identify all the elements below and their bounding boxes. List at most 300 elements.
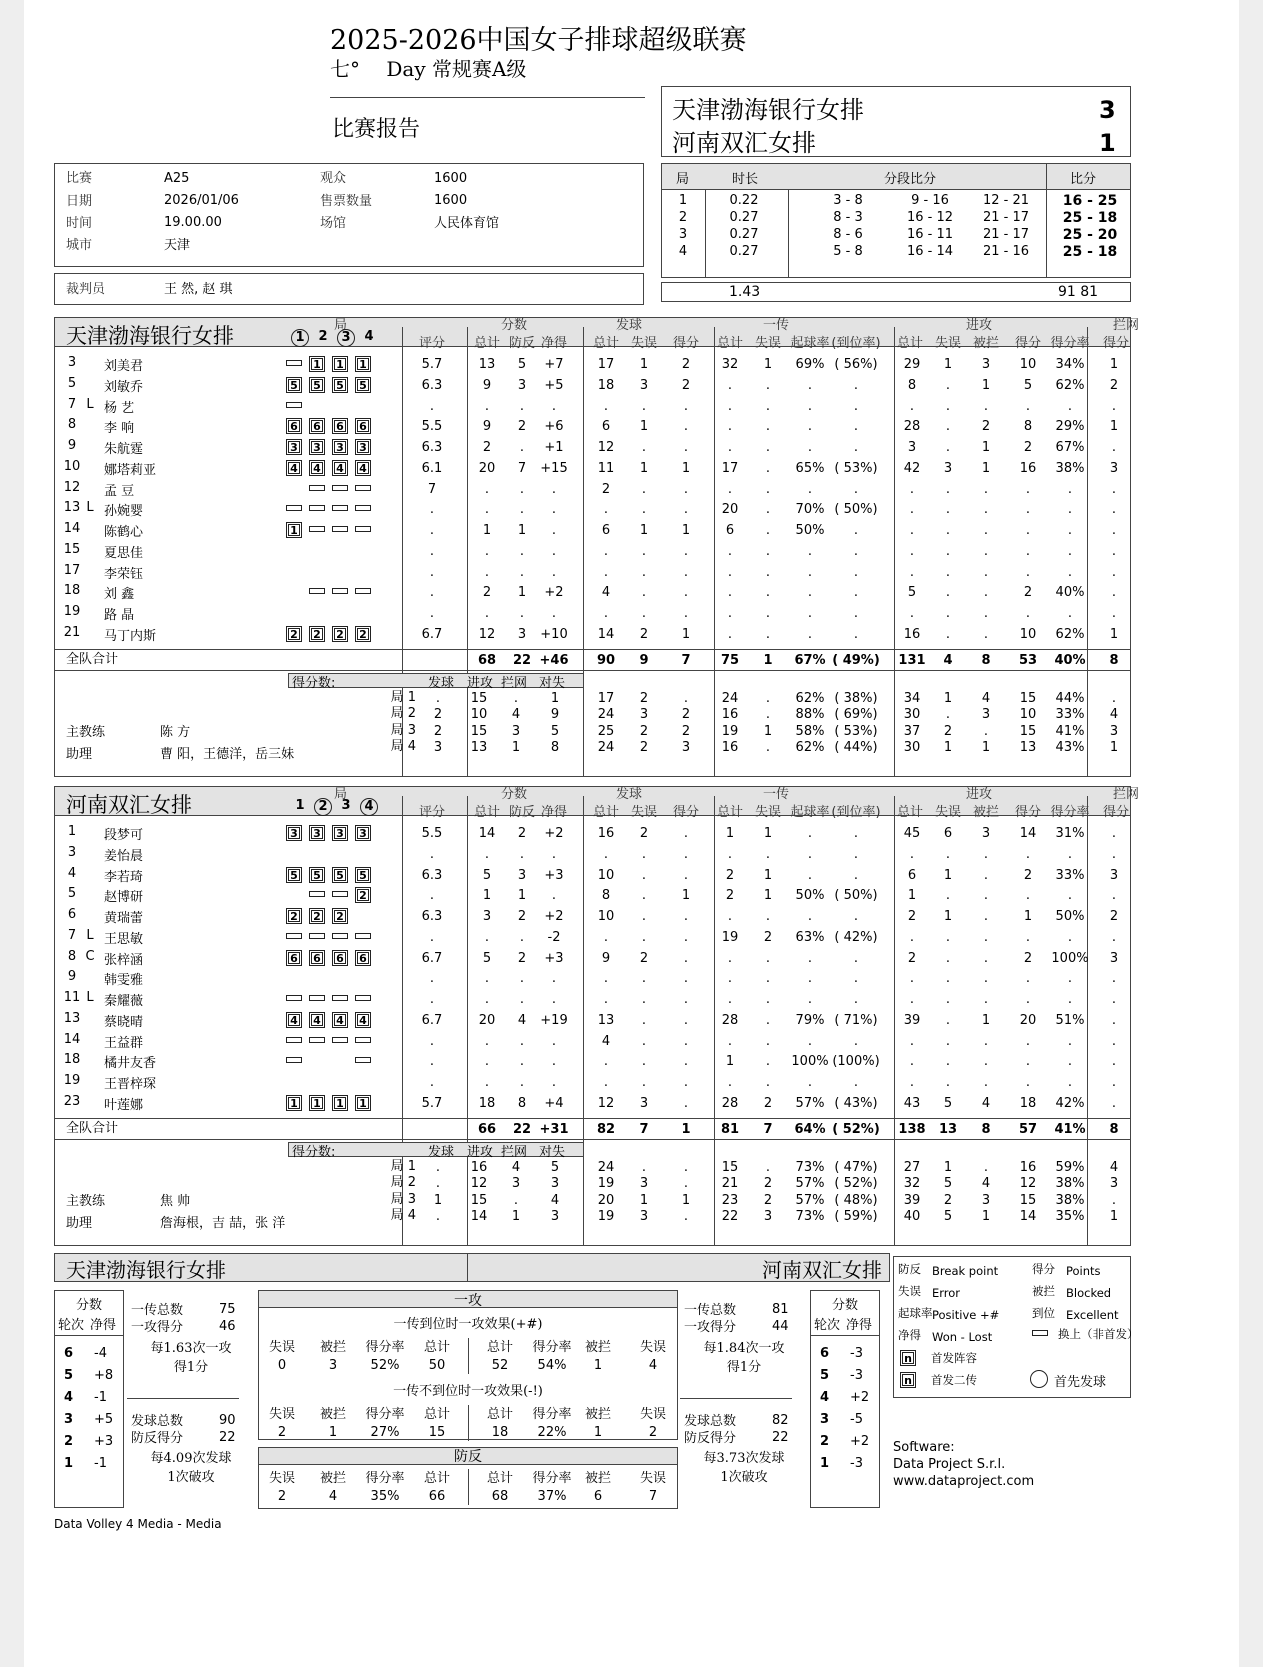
recv-total-label: 一传总数	[684, 1303, 737, 1318]
grid-cell: 54%	[537, 1358, 567, 1373]
grid-divider	[468, 1338, 469, 1374]
rot-num-label: 2	[318, 329, 328, 344]
per-set-cell: 14	[1019, 1209, 1037, 1224]
stat-cell: .	[945, 523, 951, 538]
per-set-cell: 4	[1109, 1159, 1119, 1175]
team-total-cell: ( 49%)	[832, 652, 880, 668]
per-set-cell: 1	[681, 1192, 691, 1208]
rot-net: +3	[94, 1434, 114, 1449]
set-final-score: 25 - 18	[1062, 244, 1118, 260]
stat-cell: .	[1067, 888, 1073, 904]
stat-cell: .	[484, 1033, 490, 1049]
player-name: 张梓涵	[104, 952, 144, 968]
home-team-name: 天津渤海银行女排	[672, 96, 864, 124]
stat-cell: .	[945, 377, 951, 393]
tickets: 1600	[434, 193, 468, 208]
stat-cell: .	[853, 398, 859, 414]
stat-cell: .	[727, 1033, 733, 1049]
stat-cell: .	[853, 971, 859, 987]
stat-cell: .	[765, 846, 771, 862]
stat-cell: 18	[478, 1095, 496, 1111]
stat-cell: 57%	[795, 1095, 825, 1111]
per-set-cell: .	[765, 707, 771, 722]
stat-cell: .	[603, 606, 609, 621]
per-set-cell: 2	[681, 723, 691, 739]
stat-cell: .	[641, 992, 647, 1007]
per-set-cell: .	[435, 1176, 441, 1191]
stat-cell: .	[727, 909, 733, 924]
rot-net: -1	[94, 1390, 107, 1405]
match-date: 2026/01/06	[164, 193, 239, 208]
stat-cell: 5	[943, 1095, 953, 1111]
stat-cell: .	[1025, 888, 1031, 904]
legend-bp-cn: 防反	[898, 1262, 921, 1276]
per-set-cell: 57%	[795, 1192, 825, 1208]
stat-cell: 1	[725, 1054, 735, 1070]
per-set-cell: 24	[597, 740, 615, 755]
partial-16: 16 - 14	[906, 244, 954, 259]
team-total-cell: 138	[898, 1121, 926, 1137]
per-set-cell: 3	[511, 723, 521, 739]
grid-col-hdr: 被拦	[584, 1471, 611, 1486]
sub-dash	[286, 505, 302, 511]
stat-cell: .	[683, 543, 689, 559]
net-hdr: 净得	[846, 1318, 873, 1333]
grid-col-hdr: 被拦	[319, 1407, 346, 1422]
stat-cell: 1	[681, 523, 691, 538]
stat-cell: 32	[721, 357, 739, 372]
stat-cell: .	[519, 992, 525, 1007]
lineup-position: 3	[332, 439, 348, 455]
per-set-cell: 3	[550, 1176, 560, 1191]
lineup-position: 1	[309, 1095, 325, 1111]
partial-21: 12 - 21	[982, 193, 1030, 208]
stat-cell: 9	[601, 950, 611, 966]
player-name: 秦耀薇	[104, 994, 144, 1009]
stat-cell: .	[945, 1075, 951, 1090]
sets-h-duration: 时长	[732, 172, 759, 187]
grid-col-hdr: 总计	[486, 1471, 513, 1486]
per-set-cell: 19	[597, 1176, 615, 1191]
legend-n: n	[902, 1352, 914, 1364]
team-total-cell: 9	[639, 652, 649, 668]
stat-cell: 50%	[795, 888, 825, 904]
stat-cell: .	[1111, 502, 1117, 518]
team-total-cell: 68	[477, 652, 497, 668]
stat-cell: .	[683, 992, 689, 1007]
per-set-cell: 15	[470, 1192, 488, 1208]
stat-cell: .	[765, 992, 771, 1007]
stat-cell: 6	[907, 867, 917, 883]
hdr-set: 局	[334, 318, 348, 333]
stat-cell: .	[1025, 481, 1031, 497]
rot-num-3	[336, 329, 356, 347]
per-set-cell: 1	[639, 1192, 649, 1208]
legend-lineup2: 首发二传	[931, 1373, 977, 1387]
team-total-cell: 13	[938, 1121, 958, 1137]
player-name: 杨 艺	[104, 400, 135, 416]
partial-21: 21 - 16	[982, 244, 1030, 259]
player-number: 11	[63, 990, 81, 1005]
stat-cell: .	[551, 1054, 557, 1070]
stat-cell: .	[1067, 481, 1073, 497]
stat-cell: .	[1067, 564, 1073, 580]
stat-cell: ( 71%)	[834, 1012, 878, 1028]
stat-cell: 51%	[1055, 1012, 1085, 1028]
stat-cell: .	[807, 377, 813, 393]
lineup-position: 5	[286, 867, 302, 883]
referee-label: 裁判员	[66, 282, 106, 297]
stat-cell: .	[683, 929, 689, 945]
per-set-cell: 2	[433, 723, 443, 739]
hdr-set: 局	[334, 787, 348, 802]
stat-cell: .	[765, 971, 771, 987]
per-set-cell: 17	[597, 690, 615, 706]
sub-dash	[355, 588, 371, 594]
team-total-cell: 8	[981, 652, 991, 668]
lineup-position: 2	[332, 908, 348, 924]
sub-dash	[286, 1057, 302, 1063]
stat-cell: .	[909, 992, 915, 1007]
grid-cell: 4	[648, 1358, 658, 1373]
stat-cell: .	[683, 564, 689, 580]
stat-cell: .	[429, 502, 435, 518]
grid-col-hdr: 得分率	[365, 1340, 405, 1355]
stat-cell: 12	[597, 1095, 615, 1111]
hdr-recv: 一传	[763, 318, 790, 333]
lineup-position: 6	[355, 950, 371, 966]
stat-cell: 2	[639, 626, 649, 642]
legend-net-cn: 净得	[898, 1328, 921, 1342]
lineup-position: 2	[309, 908, 325, 924]
stat-cell: 70%	[795, 502, 825, 518]
stat-cell: 1	[517, 523, 527, 538]
stat-cell: .	[765, 1033, 771, 1049]
total-time: 1.43	[729, 284, 761, 300]
stat-cell: .	[519, 1075, 525, 1090]
stat-cell: .	[429, 564, 435, 580]
rot-num-label: 4	[360, 798, 378, 816]
col-header: 失误	[934, 805, 961, 820]
team-total-label: 全队合计	[66, 651, 119, 667]
hdr-attack: 进攻	[966, 318, 993, 333]
team-total-cell: 22	[512, 652, 532, 668]
stat-cell: 5	[482, 867, 492, 883]
rot-num-label: 2	[314, 798, 332, 816]
rot-num-label: 3	[337, 329, 355, 347]
player-name: 蔡晓晴	[104, 1014, 144, 1030]
sub-dash	[332, 891, 348, 897]
stat-cell: .	[1025, 398, 1031, 414]
grid-cell: 1	[593, 1425, 603, 1440]
stat-cell: .	[983, 481, 989, 497]
per-set-cell: .	[435, 690, 441, 706]
per-set-cell: 1	[943, 740, 953, 755]
stat-cell: .	[807, 440, 813, 455]
stat-cell: .	[909, 1033, 915, 1049]
player-name: 夏思佳	[104, 545, 144, 561]
stat-cell: .	[1111, 481, 1117, 497]
per-set-cell: .	[513, 1192, 519, 1208]
asst-label: 助理	[66, 1215, 93, 1231]
stat-cell: .	[727, 377, 733, 393]
stat-cell: 11	[597, 460, 615, 476]
per-set-cell: 3	[550, 1209, 560, 1224]
stat-cell: ( 50%)	[834, 502, 878, 518]
per-set-cell: 10	[1019, 707, 1037, 722]
stat-cell: .	[429, 971, 435, 987]
away-sets-won: 1	[1099, 129, 1116, 157]
stat-cell: 2	[725, 867, 735, 883]
stat-cell: 16	[597, 826, 615, 841]
software-url[interactable]: www.dataproject.com	[893, 1474, 1035, 1489]
stat-cell: .	[1067, 846, 1073, 862]
stat-cell: 2	[681, 377, 691, 393]
per-set-cell: 1	[981, 740, 991, 755]
stat-cell: .	[983, 1033, 989, 1049]
legend-sub-icon	[1032, 1330, 1048, 1336]
audience: 1600	[434, 171, 468, 186]
col-header: 失误	[934, 336, 961, 351]
player-number: 8	[67, 948, 77, 964]
legend-pts-en: Points	[1066, 1264, 1101, 1278]
per-set-title: 得分数:	[292, 675, 336, 691]
serve-ratio: 每3.73次发球 1次破攻	[703, 1451, 785, 1485]
grid-cell: 7	[648, 1489, 658, 1504]
col-header: 得分率	[1050, 805, 1090, 820]
col-header: 得分	[1014, 336, 1041, 351]
sub-dash	[332, 505, 348, 511]
stat-cell: .	[603, 992, 609, 1007]
grid-divider	[468, 1469, 469, 1505]
stat-cell: .	[983, 564, 989, 580]
team-total-cell: 53	[1018, 652, 1038, 668]
per-set-cell: .	[683, 690, 689, 706]
stat-cell: 10	[597, 867, 615, 883]
stat-cell: .	[983, 543, 989, 559]
per-set-cell: 3	[1109, 1176, 1119, 1191]
per-set-cell: 3	[681, 740, 691, 755]
grid-col-hdr: 得分率	[532, 1340, 572, 1355]
stat-cell: .	[484, 1075, 490, 1090]
stat-cell: 7	[427, 481, 437, 497]
partial-16: 9 - 16	[911, 193, 949, 208]
stat-cell: 3	[907, 440, 917, 455]
stat-cell: .	[727, 398, 733, 414]
stat-cell: .	[683, 1095, 689, 1111]
rot-hdr: 轮次	[814, 1318, 841, 1333]
per-set-cell: 15	[1019, 690, 1037, 706]
stat-cell: 1	[482, 888, 492, 904]
stat-cell: 1	[943, 357, 953, 372]
grid-cell: 6	[593, 1489, 603, 1504]
match-info	[54, 163, 644, 267]
player-name: 段梦可	[104, 828, 144, 843]
stat-cell: +10	[540, 626, 568, 642]
hdr-serve: 发球	[616, 318, 643, 333]
stat-cell: 31%	[1055, 826, 1085, 841]
rot-score-hdr: 分数	[75, 1298, 102, 1313]
match-time: 19.00.00	[164, 215, 222, 230]
stat-cell: .	[765, 1054, 771, 1070]
per-set-cell: 15	[1019, 1192, 1037, 1208]
stat-cell: 2	[1023, 440, 1033, 455]
stat-cell: .	[765, 543, 771, 559]
per-set-cell: .	[765, 740, 771, 755]
set-duration: 0.27	[729, 210, 759, 225]
stat-cell: 67%	[1055, 440, 1085, 455]
per-set-cell: 13	[470, 740, 488, 755]
stat-cell: .	[983, 950, 989, 966]
stat-cell: .	[1111, 1075, 1117, 1090]
stat-cell: .	[429, 929, 435, 945]
stat-cell: .	[727, 606, 733, 621]
grid-col-hdr: 总计	[423, 1407, 450, 1422]
stat-cell: .	[1111, 398, 1117, 414]
sub-dash	[355, 995, 371, 1001]
stat-cell: .	[641, 1033, 647, 1049]
player-number: 10	[63, 458, 81, 474]
stat-cell: 2	[763, 929, 773, 945]
stat-cell: .	[1111, 929, 1117, 945]
stat-cell: .	[727, 481, 733, 497]
stat-cell: .	[683, 1033, 689, 1049]
stat-cell: .	[641, 543, 647, 559]
stat-cell: 2	[907, 950, 917, 966]
stat-cell: 14	[597, 626, 615, 642]
stat-cell: .	[429, 992, 435, 1007]
stat-cell: .	[983, 626, 989, 642]
per-set-cell: 58%	[795, 723, 825, 739]
match-label: 比赛	[66, 171, 93, 186]
stat-cell: .	[429, 888, 435, 904]
stat-cell: 45	[903, 826, 921, 841]
per-set-cell: 5	[943, 1209, 953, 1224]
team-name: 河南双汇女排	[66, 793, 192, 817]
stat-cell: 1	[763, 867, 773, 883]
col-header: 总计	[896, 336, 923, 351]
team-total-cell: 82	[596, 1121, 616, 1137]
per-set-cell: 62%	[795, 740, 825, 755]
report-title: 比赛报告	[332, 117, 421, 142]
col-header: 得分	[1102, 336, 1129, 351]
per-set-cell: 4	[511, 1159, 521, 1175]
player-name: 李 响	[104, 421, 135, 437]
stat-cell: +4	[544, 1095, 564, 1111]
player-name: 叶莲娜	[104, 1097, 144, 1113]
hdr-score: 分数	[501, 318, 528, 333]
legend-lineup2-icon	[900, 1372, 916, 1388]
stat-cell: .	[765, 1012, 771, 1028]
per-set-cell: 20	[597, 1192, 615, 1208]
stat-cell: .	[429, 398, 435, 414]
stat-cell: 2	[482, 585, 492, 601]
serve-total-label: 发球总数	[131, 1414, 184, 1429]
per-set-cell: 13	[1019, 740, 1037, 755]
per-set-cell: 43%	[1055, 740, 1085, 755]
stat-cell: .	[945, 606, 951, 621]
match-id: A25	[164, 171, 190, 186]
hdr-attack-pts: 进攻	[467, 675, 494, 691]
rot-net: +5	[94, 1412, 114, 1427]
player-number: 17	[63, 562, 81, 578]
partial-16: 16 - 12	[906, 210, 954, 225]
stat-cell: .	[683, 909, 689, 924]
col-header: 净得	[540, 336, 567, 351]
stat-cell: .	[853, 626, 859, 642]
per-set-cell: .	[983, 723, 989, 739]
grid-col-hdr: 得分率	[365, 1407, 405, 1422]
lineup-position: 3	[332, 825, 348, 841]
stat-cell: 13	[597, 1012, 615, 1028]
stat-cell: .	[1111, 971, 1117, 987]
stat-cell: .	[853, 826, 859, 841]
per-set-cell: 1	[550, 690, 560, 706]
stat-cell: .	[683, 846, 689, 862]
stat-cell: .	[807, 398, 813, 414]
stat-cell: .	[945, 929, 951, 945]
stat-cell: .	[807, 564, 813, 580]
per-set-cell: 41%	[1055, 723, 1085, 739]
sub-dash	[309, 588, 325, 594]
stat-cell: 29%	[1055, 419, 1085, 435]
stat-cell: 3	[981, 826, 991, 841]
lineup-position: 4	[332, 460, 348, 476]
per-set-cell: 1	[943, 1159, 953, 1175]
rot-number: 1	[820, 1456, 830, 1471]
grid-cell: 0	[277, 1358, 287, 1373]
per-set-cell: .	[945, 707, 951, 722]
stat-cell: .	[765, 419, 771, 435]
software-label: Software:	[893, 1440, 955, 1455]
stat-cell: .	[853, 543, 859, 559]
stat-cell: 1	[482, 523, 492, 538]
player-number: 5	[67, 886, 77, 902]
report-page	[24, 0, 1239, 1667]
stat-cell: 8	[1023, 419, 1033, 435]
grid-cell: 2	[648, 1425, 658, 1440]
partial-21: 21 - 17	[982, 210, 1030, 225]
stat-cell: .	[1025, 992, 1031, 1007]
stat-cell: 6.3	[421, 440, 443, 455]
col-header: 总计	[592, 805, 619, 820]
lineup-position: 3	[355, 825, 371, 841]
lineup-position: 4	[355, 460, 371, 476]
grid-cell: 2	[277, 1425, 287, 1440]
lineup-position: 1	[355, 356, 371, 372]
stat-cell: 1	[639, 460, 649, 476]
per-set-cell: .	[641, 1159, 647, 1175]
stat-cell: 62%	[1055, 626, 1085, 642]
stat-cell: .	[983, 398, 989, 414]
stat-cell: 8	[517, 1095, 527, 1111]
lineup-position: 3	[286, 825, 302, 841]
stat-cell: 12	[478, 626, 496, 642]
stat-cell: .	[765, 460, 771, 476]
stat-cell: .	[983, 909, 989, 924]
rot-number: 3	[64, 1412, 74, 1427]
stat-cell: .	[765, 950, 771, 966]
first-attack-title: 一攻	[454, 1293, 482, 1309]
per-set-cell: .	[765, 690, 771, 706]
per-set-cell: 37	[903, 723, 921, 739]
col-header: 防反	[508, 805, 535, 820]
player-name: 王益群	[104, 1035, 144, 1051]
set-number: 4	[678, 244, 688, 259]
stat-cell: 2	[1023, 585, 1033, 601]
stat-cell: .	[945, 419, 951, 435]
stat-cell: .	[641, 481, 647, 497]
